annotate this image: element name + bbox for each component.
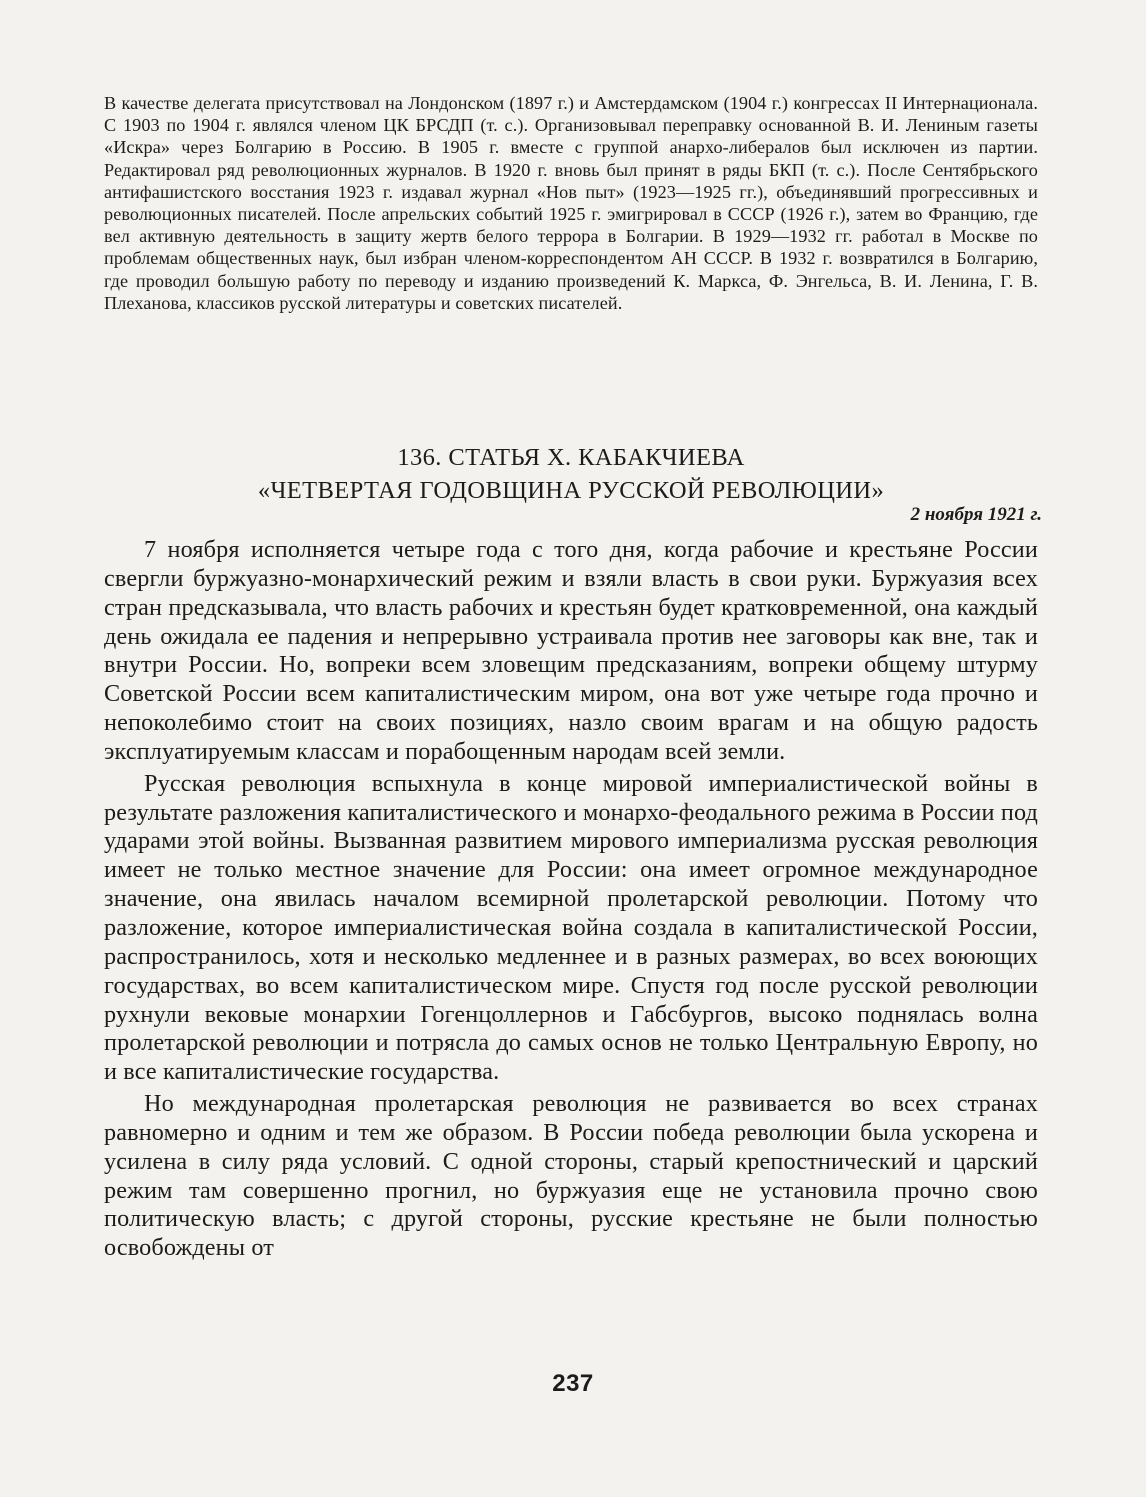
heading-article-title: «ЧЕТВЕРТАЯ ГОДОВЩИНА РУССКОЙ РЕВОЛЮЦИИ» — [257, 477, 885, 504]
heading-number-and-author: 136. СТАТЬЯ Х. КАБАКЧИЕВА — [397, 444, 745, 471]
article-date: 2 ноября 1921 г. — [910, 504, 1042, 525]
body-paragraph: Но международная пролетарская революция не развивается во всех странах равномерно и одним и тем же образом. В России победа революции была ускорена и усилена в силу ряда условий. С одной стороны, старый крепостнический и царский режим там совершенно прогнил, но буржуазия еще не установила прочно свою политическую власть; с другой стороны, русские крестьяне не были полностью освобождены от — [104, 1090, 1038, 1262]
article-body — [104, 536, 1038, 1266]
article-heading — [104, 441, 1038, 507]
body-paragraph: Русская революция вспыхнула в конце мировой империалистической войны в результате разложения капиталистического и монархо-феодального режима в России под ударами этой войны. Вызванная развитием мирового империализма русская революция имеет не только местное значение для России: она имеет огромное международное значение, она явилась началом всемирной пролетарской революции. Потому что разложение, которое империалистическая война создала в капиталистической России, распространилось, хотя и несколько медленнее и в разных размерах, во всех воюющих государствах, во всем капиталистическом мире. Спустя год после русской революции рухнули вековые монархии Гогенцоллернов и Габсбургов, высоко поднялась волна пролетарской революции и потрясла до самых основ не только Центральную Европу, но и все капиталистические государства. — [104, 769, 1038, 1086]
page-number: 237 — [552, 1370, 594, 1397]
footnote-text: В качестве делегата присутствовал на Лондонском (1897 г.) и Амстердамском (1904 г.) конгрессах II Интернационала. С 1903 по 1904 г. являлся членом ЦК БРСДП (т. с.). Организовывал переправку основанной В. И. Лениным газеты «Искра» через Болгарию в Россию. В 1905 г. вместе с группой анархо-либералов был исключен из партии. Редактировал ряд революционных журналов. В 1920 г. вновь был принят в ряды БКП (т. с.). После Сентябрьского антифашистского восстания 1923 г. издавал журнал «Нов пыт» (1923—1925 гг.), объединявший прогрессивных и революционных писателей. После апрельских событий 1925 г. эмигрировал в СССР (1926 г.), затем во Францию, где вел активную деятельность в защиту жертв белого террора в Болгарии. В 1929—1932 гг. работал в Москве по проблемам общественных наук, был избран членом-корреспондентом АН СССР. В 1932 г. возвратился в Болгарию, где проводил большую работу по переводу и изданию произведений К. Маркса, Ф. Энгельса, В. И. Ленина, Г. В. Плеханова, классиков русской литературы и советских писателей. — [104, 93, 1038, 313]
biographical-footnote — [104, 92, 1038, 314]
body-paragraph: 7 ноября исполняется четыре года с того дня, когда рабочие и крестьяне России свергли буржуазно-монархический режим и взяли власть в свои руки. Буржуазия всех стран предсказывала, что власть рабочих и крестьян будет кратковременной, она каждый день ожидала ее падения и непрерывно устраивала против нее заговоры как вне, так и внутри России. Но, вопреки всем зловещим предсказаниям, вопреки общему штурму Советской России всем капиталистическим миром, она вот уже четыре года прочно и непоколебимо стоит на своих позициях, назло своим врагам и на общую радость эксплуатируемым классам и порабощенным народам всей земли. — [104, 536, 1038, 765]
